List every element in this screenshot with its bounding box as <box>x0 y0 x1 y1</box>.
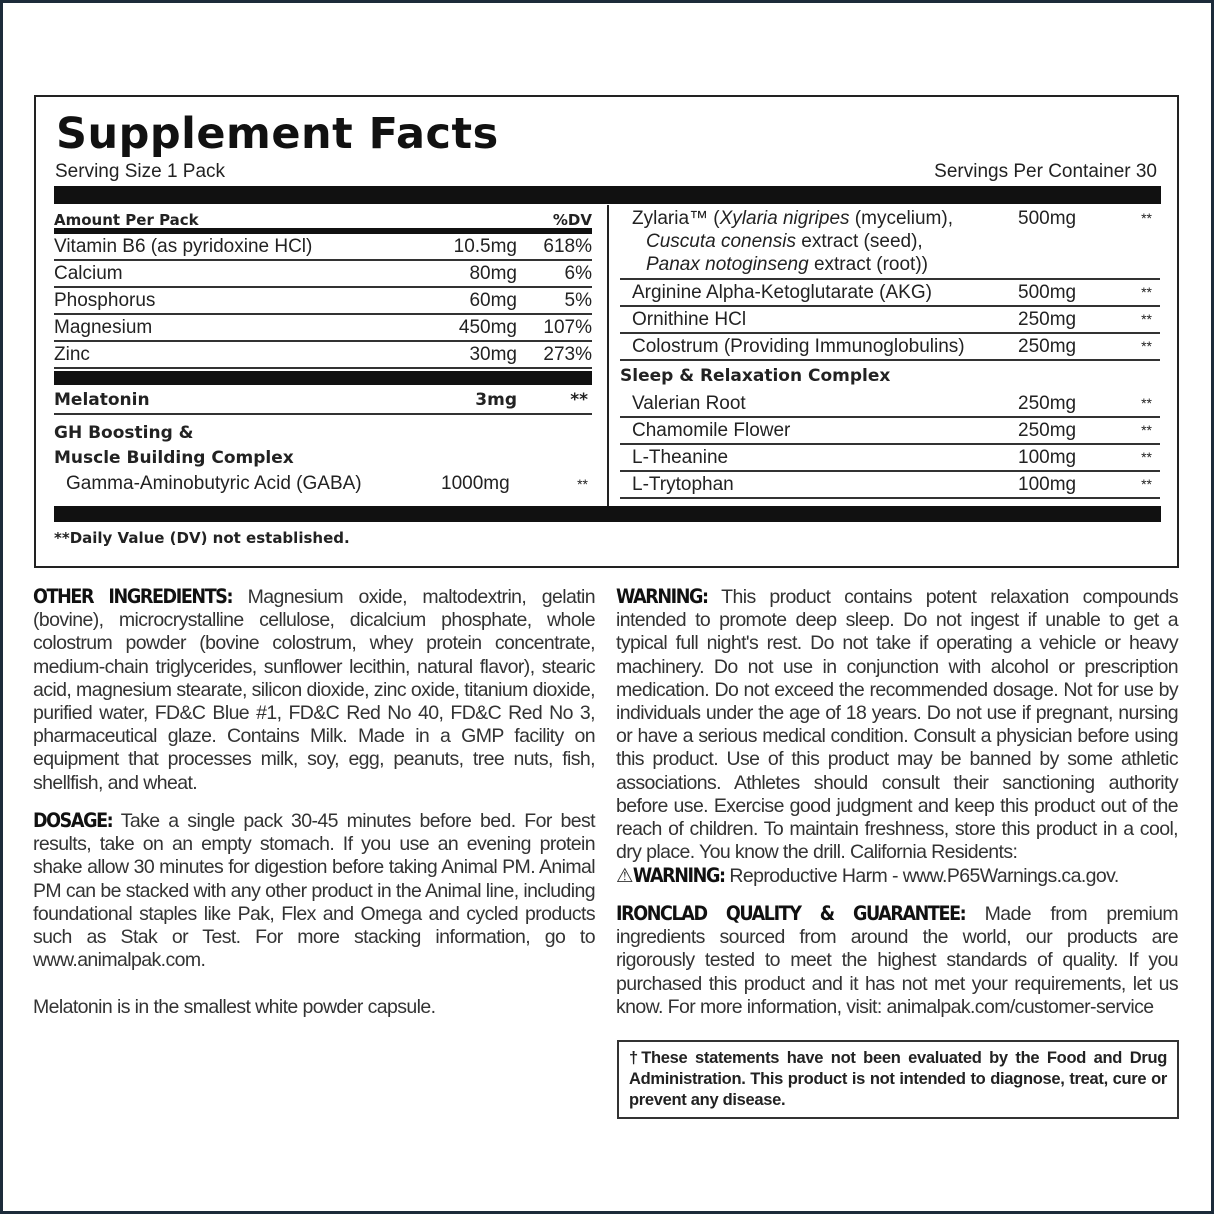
nutrient-row <box>620 391 1160 418</box>
nutrient-dv: 273% <box>543 344 592 365</box>
dosage-label: DOSAGE: <box>33 809 113 832</box>
thick-divider <box>54 371 592 385</box>
melatonin-name: Melatonin <box>54 390 150 410</box>
zylaria-dv: ** <box>1141 210 1152 226</box>
ironclad-text: Made from premium ingredients sourced from around the world, our products are rigorously tested to meet the highest standards of quality. If you purchased this product and it has not met your requirements, let us know. For more information, visit: animalpak.com/customer-service <box>616 903 1178 1018</box>
zylaria-text: (mycelium), <box>849 208 953 229</box>
zylaria-latin: Xylaria nigripes <box>719 208 850 229</box>
warning <box>616 585 1178 889</box>
dosage <box>33 809 595 972</box>
nutrient-name: Ornithine HCl <box>632 309 747 330</box>
nutrient-name: L-Theanine <box>632 447 729 468</box>
nutrient-dv: ** <box>1141 476 1152 492</box>
header-dv: %DV <box>552 211 592 229</box>
nutrient-dv: 618% <box>543 236 592 257</box>
right-table <box>620 207 1160 499</box>
nutrient-dv: ** <box>1141 284 1152 300</box>
nutrient-amount: 250mg <box>1018 336 1077 357</box>
nutrient-name: Valerian Root <box>632 393 746 414</box>
nutrient-row <box>620 334 1160 361</box>
nutrient-amount: 450mg <box>458 317 517 338</box>
nutrient-name: Chamomile Flower <box>632 420 791 441</box>
nutrient-row <box>620 280 1160 307</box>
melatonin-amount: 3mg <box>475 390 517 410</box>
melatonin-dv: ** <box>570 390 588 410</box>
nutrient-amount: 30mg <box>469 344 517 365</box>
panel-title: Supplement Facts <box>56 109 499 159</box>
p65-warning-text: Reproductive Harm - www.P65Warnings.ca.gov. <box>724 865 1119 888</box>
servings-per-container: Servings Per Container 30 <box>934 161 1157 182</box>
warning-label: WARNING: <box>616 585 708 608</box>
nutrient-name: L-Trytophan <box>632 474 734 495</box>
nutrient-row <box>54 315 592 342</box>
thick-divider <box>54 506 1161 522</box>
nutrient-amount: 250mg <box>1018 309 1077 330</box>
nutrient-amount: 100mg <box>1018 447 1077 468</box>
nutrient-row <box>620 445 1160 472</box>
nutrient-amount: 10.5mg <box>453 236 517 257</box>
gaba-name: Gamma-Aminobutyric Acid (GABA) <box>66 473 362 494</box>
nutrient-dv: 107% <box>543 317 592 338</box>
ironclad-label: IRONCLAD QUALITY & GUARANTEE: <box>616 902 966 925</box>
gh-title-line2: Muscle Building Complex <box>54 448 294 468</box>
nutrient-dv: ** <box>1141 449 1152 465</box>
ironclad-guarantee <box>616 902 1178 1019</box>
nutrient-amount: 250mg <box>1018 393 1077 414</box>
nutrient-row <box>54 234 592 261</box>
nutrient-name: Arginine Alpha-Ketoglutarate (AKG) <box>632 282 932 303</box>
sleep-complex-title: Sleep & Relaxation Complex <box>620 366 891 386</box>
nutrient-row <box>54 342 592 369</box>
dv-footnote: **Daily Value (DV) not established. <box>54 529 350 547</box>
nutrient-dv: ** <box>1141 422 1152 438</box>
dosage-text: Take a single pack 30-45 minutes before bed. For best results, take on an empty stomach. If you use an evening protein shake allow 30 minutes for digestion before taking Animal PM. Animal PM can be stacked with any other product in the Animal line, including foundational staples like Pak, Flex and Omega and cycled products such as Stak or Test. For more stacking information, go to www.animalpak.com. <box>33 810 595 972</box>
nutrient-amount: 80mg <box>469 263 517 284</box>
other-ingredients <box>33 585 595 795</box>
warning-triangle-icon: ⚠ <box>616 865 633 888</box>
panax-latin: Panax notoginseng <box>646 254 809 275</box>
zylaria-text: Zylaria™ ( <box>632 208 720 229</box>
nutrient-dv: 5% <box>564 290 592 311</box>
warning-text: This product contains potent relaxation compounds intended to promote deep sleep. Do not ingest if unable to get a typical full night's rest. Do not take if operating a vehicle or heavy machinery. Do not use in conjunction with alcohol or prescription medication. Do not exceed the recommended dosage. Not for use by individuals under the age of 18 years. Do not use if pregnant, nursing or have a serious medical condition. Consult a physician before using this product. Use of this product may be banned by some athletic associations. Athletes should consult their sanctioning authority before use. Exercise good judgment and keep this product out of the reach of children. To maintain freshness, store this product in a cool, dry place. You know the drill. California Residents: <box>616 586 1178 864</box>
panax-text: extract (root)) <box>808 254 928 275</box>
zylaria-amount: 500mg <box>1018 208 1077 229</box>
p65-warning-label: WARNING: <box>632 864 725 888</box>
gaba-amount: 1000mg <box>441 473 510 494</box>
gh-complex-title <box>54 421 592 471</box>
nutrient-name: Calcium <box>54 263 123 284</box>
nutrient-name: Magnesium <box>54 317 153 338</box>
nutrient-dv: 6% <box>564 263 592 284</box>
nutrient-row <box>620 418 1160 445</box>
nutrient-name: Zinc <box>54 344 90 365</box>
column-divider <box>607 205 609 507</box>
nutrient-row <box>620 472 1160 499</box>
cuscuta-text: extract (seed), <box>795 231 923 252</box>
nutrient-dv: ** <box>1141 338 1152 354</box>
zylaria-row <box>620 207 1160 280</box>
nutrient-name: Colostrum (Providing Immunoglobulins) <box>632 336 965 357</box>
cuscuta-latin: Cuscuta conensis <box>646 231 796 252</box>
supplement-facts-panel <box>34 95 1179 568</box>
header-amount: Amount Per Pack <box>54 211 199 229</box>
nutrient-name: Vitamin B6 (as pyridoxine HCl) <box>54 236 313 257</box>
nutrient-amount: 60mg <box>469 290 517 311</box>
other-ingredients-label: OTHER INGREDIENTS: <box>33 585 233 608</box>
fda-disclaimer: †These statements have not been evaluated by the Food and Drug Administration. This product is not intended to diagnose, treat, cure or prevent any disease. <box>617 1040 1179 1119</box>
nutrient-amount: 100mg <box>1018 474 1077 495</box>
nutrient-name: Phosphorus <box>54 290 156 311</box>
gaba-row <box>54 471 592 497</box>
nutrient-row <box>54 261 592 288</box>
gaba-dv: ** <box>577 476 588 492</box>
serving-size: Serving Size 1 Pack <box>55 161 226 182</box>
nutrient-amount: 250mg <box>1018 420 1077 441</box>
nutrient-amount: 500mg <box>1018 282 1077 303</box>
nutrient-row <box>54 288 592 315</box>
nutrient-dv: ** <box>1141 311 1152 327</box>
nutrient-row <box>620 307 1160 334</box>
nutrient-dv: ** <box>1141 395 1152 411</box>
other-ingredients-text: Magnesium oxide, maltodextrin, gelatin (bovine), microcrystalline cellulose, dicalcium phosphate, whole colostrum powder (bovine colostrum, whey protein concentrate, medium-chain triglycerides, sunflower lecithin, natural flavor), stearic acid, magnesium stearate, silicon dioxide, zinc oxide, titanium dioxide, purified water, FD&C Blue #1, FD&C Red No 40, FD&C Red No 3, pharmaceutical glaze. Contains Milk. Made in a GMP facility on equipment that processes milk, soy, egg, peanuts, tree nuts, fish, shellfish, and wheat. <box>33 586 595 794</box>
left-table <box>54 207 592 497</box>
melatonin-note: Melatonin is in the smallest white powder capsule. <box>33 996 436 1018</box>
gh-title-line1: GH Boosting & <box>54 423 194 443</box>
thick-divider <box>54 186 1161 204</box>
